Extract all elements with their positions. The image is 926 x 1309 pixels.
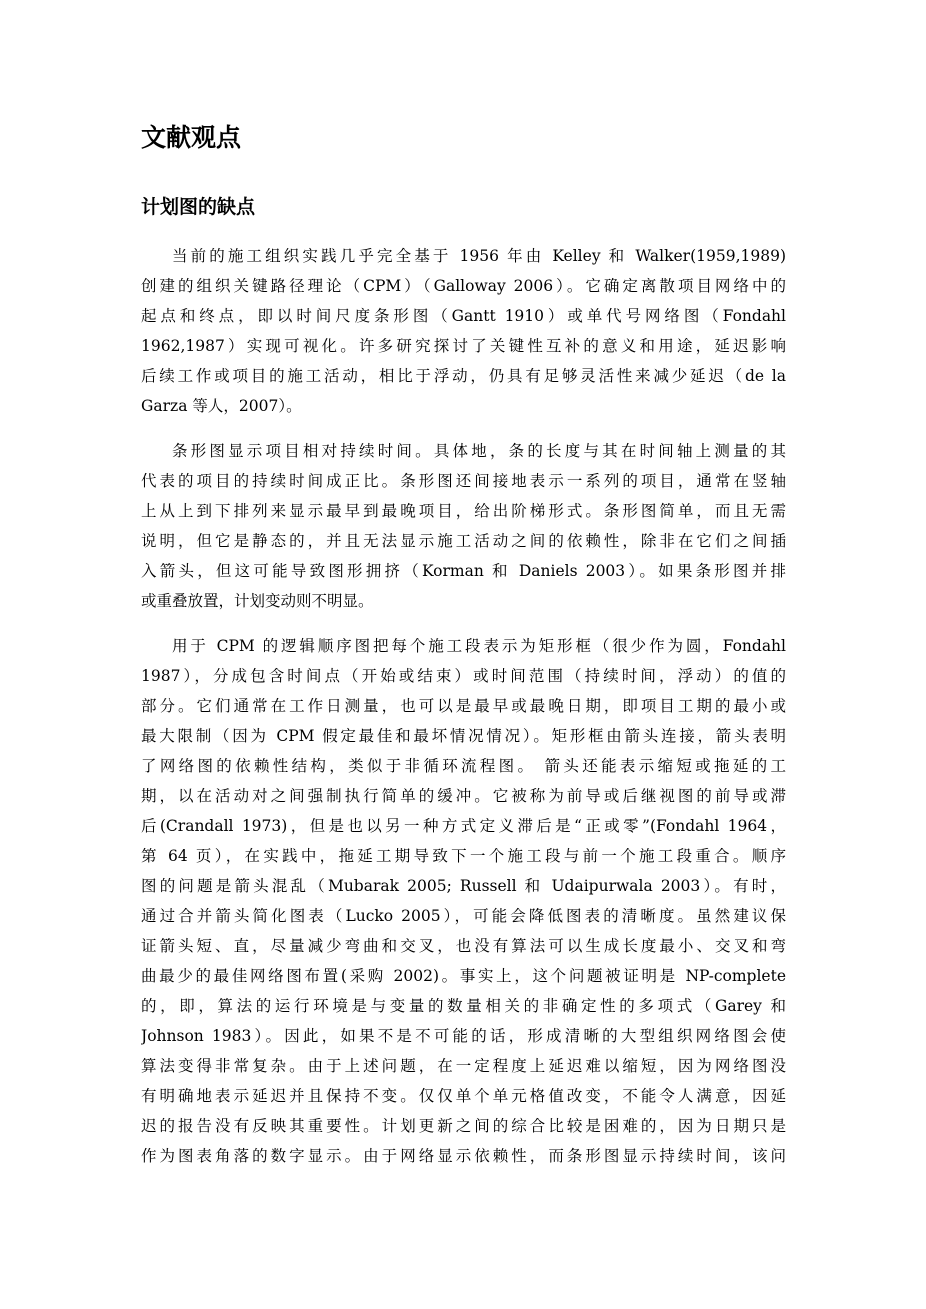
paragraph-line: Garza 等人，2007）。: [141, 397, 302, 415]
paragraph-line: 用于 CPM 的逻辑顺序图把每个施工段表示为矩形框（很少作为圆，Fondahl: [172, 637, 786, 655]
paragraph-3: [141, 631, 786, 1171]
paragraph-line: 了网络图的依赖性结构，类似于非循环流程图。 箭头还能表示缩短或拖延的工: [141, 757, 786, 775]
paragraph-line: 或重叠放置，计划变动则不明显。: [141, 592, 374, 610]
paragraph-line: 1962,1987）实现可视化。许多研究探讨了关键性互补的意义和用途，延迟影响: [141, 337, 786, 355]
paragraph-line: 迟的报告没有反映其重要性。计划更新之间的综合比较是困难的，因为日期只是: [141, 1117, 786, 1135]
paragraph-line: 条形图显示项目相对持续时间。具体地，条的长度与其在时间轴上测量的其: [172, 442, 786, 460]
paragraph-line: 1987），分成包含时间点（开始或结束）或时间范围（持续时间，浮动）的值的: [141, 667, 786, 685]
paragraph-line: 的，即，算法的运行环境是与变量的数量相关的非确定性的多项式（Garey 和: [141, 997, 786, 1015]
paragraph-line: 作为图表角落的数字显示。由于网络显示依赖性，而条形图显示持续时间，该问: [141, 1147, 786, 1165]
paragraph-line: 起点和终点，即以时间尺度条形图（Gantt 1910）或单代号网络图（Fondahl: [141, 307, 786, 325]
paragraph-line: 代表的项目的持续时间成正比。条形图还间接地表示一系列的项目，通常在竖轴: [141, 472, 786, 490]
paragraph-line: 算法变得非常复杂。由于上述问题，在一定程度上延迟难以缩短，因为网络图没: [141, 1057, 786, 1075]
paragraph-line: 当前的施工组织实践几乎完全基于 1956 年由 Kelley 和 Walker(1959,1989): [172, 247, 786, 265]
paragraph-1: [141, 241, 786, 421]
paragraph-line: 第 64 页），在实践中，拖延工期导致下一个施工段与前一个施工段重合。顺序: [141, 847, 786, 865]
paragraph-line: 后(Crandall 1973)，但是也以另一种方式定义滞后是“正或零”(Fondahl 1964，: [141, 817, 786, 835]
paragraph-line: 证箭头短、直，尽量减少弯曲和交叉，也没有算法可以生成长度最小、交叉和弯: [141, 937, 786, 955]
paragraph-line: Johnson 1983）。因此，如果不是不可能的话，形成清晰的大型组织网络图会使: [141, 1027, 786, 1045]
paragraph-line: 创建的组织关键路径理论（CPM）（Galloway 2006）。它确定离散项目网络中的: [141, 277, 786, 295]
paragraph-line: 最大限制（因为 CPM 假定最佳和最坏情况情况）。矩形框由箭头连接，箭头表明: [141, 727, 786, 745]
section-title: 计划图的缺点: [141, 196, 256, 218]
paragraph-line: 有明确地表示延迟并且保持不变。仅仅单个单元格值改变，不能令人满意，因延: [141, 1087, 786, 1105]
paragraph-line: 图的问题是箭头混乱（Mubarak 2005; Russell 和 Udaipurwala 2003）。有时，: [141, 877, 786, 895]
paragraph-line: 通过合并箭头简化图表（Lucko 2005），可能会降低图表的清晰度。虽然建议保: [141, 907, 786, 925]
paragraph-line: 上从上到下排列来显示最早到最晚项目，给出阶梯形式。条形图简单，而且无需: [141, 502, 786, 520]
paragraph-line: 部分。它们通常在工作日测量，也可以是最早或最晚日期，即项目工期的最小或: [141, 697, 786, 715]
document-heading: 文献观点: [141, 123, 242, 152]
paragraph-line: 后续工作或项目的施工活动，相比于浮动，仍具有足够灵活性来减少延迟（de la: [141, 367, 786, 385]
paragraph-line: 入箭头，但这可能导致图形拥挤（Korman 和 Daniels 2003）。如果条形图并排: [141, 562, 786, 580]
paragraph-line: 期，以在活动对之间强制执行简单的缓冲。它被称为前导或后继视图的前导或滞: [141, 787, 786, 805]
paragraph-line: 曲最少的最佳网络图布置(采购 2002)。事实上，这个问题被证明是 NP-complete: [141, 967, 786, 985]
paragraph-2: [141, 436, 786, 616]
paragraph-line: 说明，但它是静态的，并且无法显示施工活动之间的依赖性，除非在它们之间插: [141, 532, 786, 550]
